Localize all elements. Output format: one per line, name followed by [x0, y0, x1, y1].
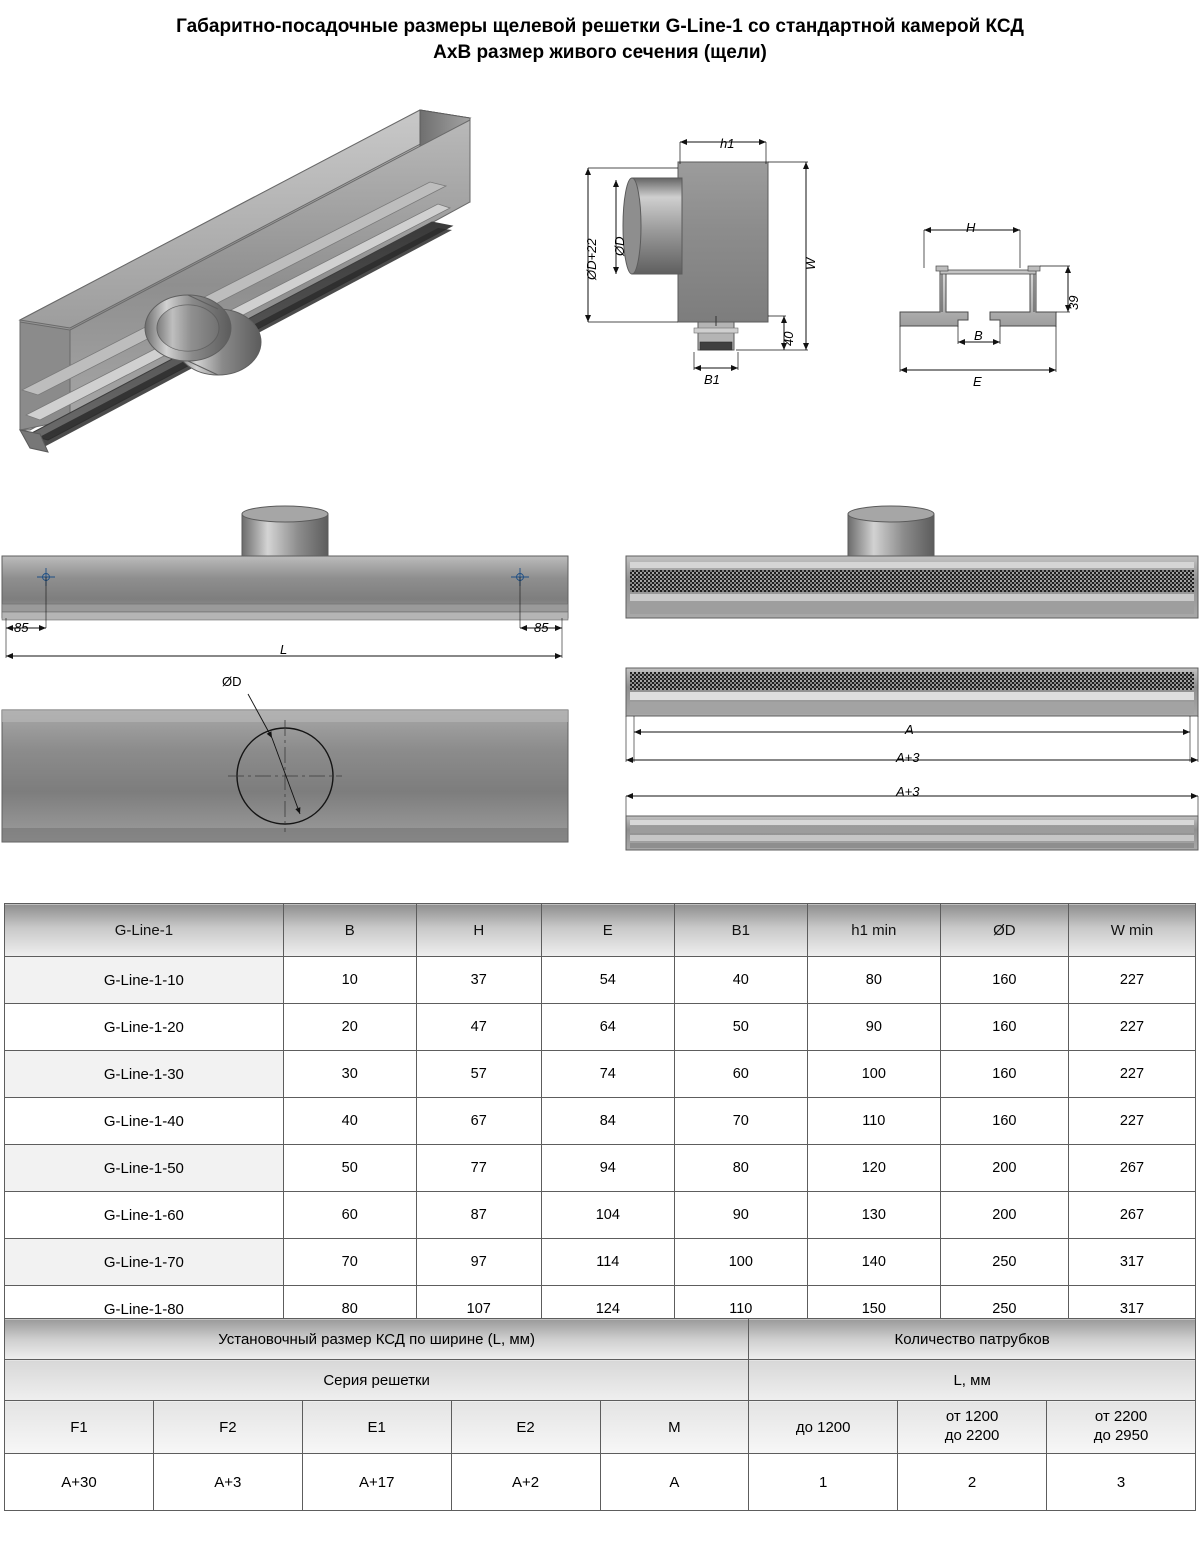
dim-40: 40 — [781, 331, 796, 346]
table-column-header-row — [5, 1401, 1196, 1454]
cell-b1: 60 — [674, 1051, 807, 1098]
dim-h1: h1 — [720, 136, 735, 151]
cell-b1: 50 — [674, 1004, 807, 1051]
cell-f2: A+3 — [153, 1454, 302, 1511]
table-row — [5, 1004, 1196, 1051]
front-views-figure — [600, 500, 1200, 860]
group-header-installation-size: Установочный размер КСД по ширине (L, мм) — [5, 1319, 749, 1360]
col-header-h: H — [416, 904, 541, 957]
dim-b: B — [974, 328, 983, 343]
dim-od: ØD — [612, 236, 627, 256]
table-row — [5, 1239, 1196, 1286]
cell-b: 10 — [283, 957, 416, 1004]
cell-count-2: 2 — [898, 1454, 1047, 1511]
subheader-length: L, мм — [749, 1360, 1196, 1401]
cell-wmin: 227 — [1068, 957, 1195, 1004]
cell-h: 67 — [416, 1098, 541, 1145]
cell-h1min: 130 — [807, 1192, 940, 1239]
range-line2: до 2200 — [944, 1427, 1000, 1444]
cell-model: G-Line-1-20 — [5, 1004, 284, 1051]
dim-85-left: 85 — [14, 620, 29, 635]
table-row — [5, 957, 1196, 1004]
cell-od: 200 — [940, 1192, 1068, 1239]
dim-a: A — [905, 722, 914, 737]
cell-b1: 80 — [674, 1145, 807, 1192]
top-view-svg — [0, 500, 590, 680]
cell-e: 104 — [541, 1192, 674, 1239]
cell-b: 70 — [283, 1239, 416, 1286]
col-header-1200-2200 — [898, 1401, 1047, 1454]
top-view-figure — [0, 500, 590, 680]
cell-od: 160 — [940, 1098, 1068, 1145]
col-header-2200-2950 — [1047, 1401, 1196, 1454]
cell-b: 60 — [283, 1192, 416, 1239]
cell-h1min: 140 — [807, 1239, 940, 1286]
plan-view-figure — [0, 672, 590, 852]
cell-e: 124 — [541, 1286, 674, 1333]
col-header-model: G-Line-1 — [5, 904, 284, 957]
table-subheader-row — [5, 1360, 1196, 1401]
cell-wmin: 267 — [1068, 1192, 1195, 1239]
cell-od: 160 — [940, 1004, 1068, 1051]
cell-b1: 90 — [674, 1192, 807, 1239]
cell-h1min: 110 — [807, 1098, 940, 1145]
profile-section-svg — [880, 200, 1180, 420]
range-line1: от 2200 — [1094, 1408, 1148, 1426]
cell-h: 57 — [416, 1051, 541, 1098]
col-header-f1: F1 — [5, 1401, 154, 1454]
table-values-row — [5, 1454, 1196, 1511]
cell-count-3: 3 — [1047, 1454, 1196, 1511]
col-header-f2: F2 — [153, 1401, 302, 1454]
col-header-e2: E2 — [451, 1401, 600, 1454]
col-header-h1min: h1 min — [807, 904, 940, 957]
cell-model: G-Line-1-60 — [5, 1192, 284, 1239]
dim-l: L — [280, 642, 288, 657]
dim-od-plus-22: ØD+22 — [584, 238, 599, 280]
cell-wmin: 317 — [1068, 1286, 1195, 1333]
cell-model: G-Line-1-50 — [5, 1145, 284, 1192]
cell-h: 97 — [416, 1239, 541, 1286]
cell-e2: A+2 — [451, 1454, 600, 1511]
cell-od: 160 — [940, 1051, 1068, 1098]
table-group-header-row — [5, 1319, 1196, 1360]
cell-model: G-Line-1-40 — [5, 1098, 284, 1145]
cell-b: 40 — [283, 1098, 416, 1145]
cell-model: G-Line-1-80 — [5, 1286, 284, 1333]
cell-h1min: 80 — [807, 957, 940, 1004]
cell-count-1: 1 — [749, 1454, 898, 1511]
cell-wmin: 227 — [1068, 1051, 1195, 1098]
subheader-series: Серия решетки — [5, 1360, 749, 1401]
cell-od: 250 — [940, 1239, 1068, 1286]
cell-e1: A+17 — [302, 1454, 451, 1511]
cell-b1: 40 — [674, 957, 807, 1004]
col-header-b1: B1 — [674, 904, 807, 957]
col-header-od: ØD — [940, 904, 1068, 957]
col-header-wmin: W min — [1068, 904, 1195, 957]
cell-h: 47 — [416, 1004, 541, 1051]
page-title-line2: АхВ размер живого сечения (щели) — [433, 41, 767, 63]
cell-m: A — [600, 1454, 749, 1511]
cell-h1min: 150 — [807, 1286, 940, 1333]
dim-b1: B1 — [704, 372, 720, 387]
cell-e: 54 — [541, 957, 674, 1004]
col-header-e1: E1 — [302, 1401, 451, 1454]
cell-e: 94 — [541, 1145, 674, 1192]
cell-h: 107 — [416, 1286, 541, 1333]
col-header-e: E — [541, 904, 674, 957]
dim-e: E — [973, 374, 982, 389]
cell-od: 250 — [940, 1286, 1068, 1333]
cell-h: 87 — [416, 1192, 541, 1239]
cell-b1: 70 — [674, 1098, 807, 1145]
cell-wmin: 317 — [1068, 1239, 1195, 1286]
cell-od: 200 — [940, 1145, 1068, 1192]
cell-b1: 110 — [674, 1286, 807, 1333]
cell-b1: 100 — [674, 1239, 807, 1286]
dim-a-plus-3-upper: A+3 — [896, 750, 920, 765]
cell-f1: A+30 — [5, 1454, 154, 1511]
installation-size-table — [4, 1318, 1196, 1511]
isometric-view-figure — [0, 90, 560, 480]
dim-a-plus-3-lower: A+3 — [896, 784, 920, 799]
table-row — [5, 1051, 1196, 1098]
cell-e: 64 — [541, 1004, 674, 1051]
isometric-view-svg — [0, 90, 560, 480]
dim-h: H — [966, 220, 976, 235]
group-header-spigot-count: Количество патрубков — [749, 1319, 1196, 1360]
col-header-m: M — [600, 1401, 749, 1454]
cell-model: G-Line-1-70 — [5, 1239, 284, 1286]
cell-wmin: 227 — [1068, 1098, 1195, 1145]
cell-model: G-Line-1-10 — [5, 957, 284, 1004]
cell-b: 30 — [283, 1051, 416, 1098]
cell-wmin: 227 — [1068, 1004, 1195, 1051]
plan-view-svg — [0, 672, 590, 852]
cell-e: 114 — [541, 1239, 674, 1286]
cell-b: 80 — [283, 1286, 416, 1333]
cell-model: G-Line-1-30 — [5, 1051, 284, 1098]
dim-85-right: 85 — [534, 620, 549, 635]
table-row — [5, 1145, 1196, 1192]
side-view-figure — [570, 120, 860, 420]
dim-od-plan: ØD — [222, 674, 242, 689]
cell-h1min: 90 — [807, 1004, 940, 1051]
cell-b: 20 — [283, 1004, 416, 1051]
cell-h: 77 — [416, 1145, 541, 1192]
specification-table — [4, 903, 1196, 1333]
cell-h: 37 — [416, 957, 541, 1004]
range-line1: от 1200 — [945, 1408, 999, 1426]
range-line2: до 2950 — [1093, 1427, 1149, 1444]
dim-39: 39 — [1066, 295, 1081, 310]
cell-b: 50 — [283, 1145, 416, 1192]
cell-e: 84 — [541, 1098, 674, 1145]
cell-h1min: 100 — [807, 1051, 940, 1098]
page-title-line1: Габаритно-посадочные размеры щелевой решетки G-Line-1 со стандартной камерой КСД — [176, 16, 1024, 37]
cell-wmin: 267 — [1068, 1145, 1195, 1192]
profile-section-figure — [880, 200, 1180, 420]
col-header-upto-1200: до 1200 — [749, 1401, 898, 1454]
table-header-row — [5, 904, 1196, 957]
dim-w: W — [803, 257, 818, 270]
table-row — [5, 1192, 1196, 1239]
table-row — [5, 1098, 1196, 1145]
cell-e: 74 — [541, 1051, 674, 1098]
col-header-b: B — [283, 904, 416, 957]
page-title — [0, 0, 1200, 65]
front-views-svg — [600, 500, 1200, 860]
cell-od: 160 — [940, 957, 1068, 1004]
cell-h1min: 120 — [807, 1145, 940, 1192]
